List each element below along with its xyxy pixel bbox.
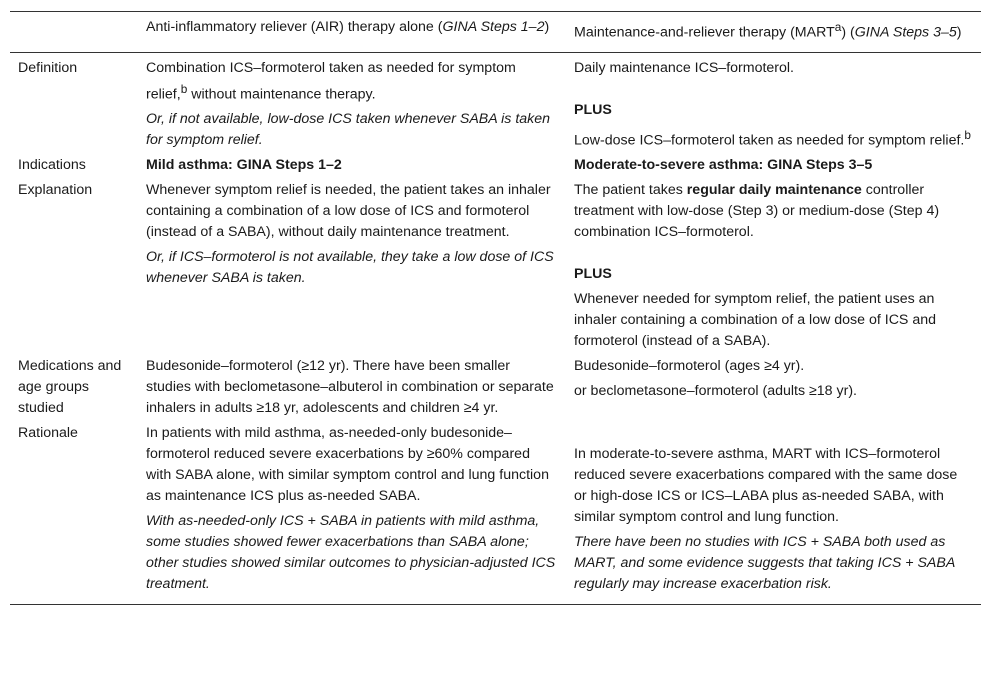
indications-air-text: Mild asthma: GINA Steps 1–2: [146, 157, 342, 174]
row-label-explanation: Explanation: [18, 182, 93, 199]
header-row: [10, 12, 981, 53]
definition-mart-reliever: [574, 125, 973, 152]
explanation-mart-lead: The patient takes: [574, 182, 687, 199]
explanation-air-cell: [138, 178, 566, 354]
rationale-mart-cell: [566, 421, 981, 605]
explanation-mart-plus: [574, 264, 973, 285]
explanation-mart-emphasis: regular daily maintenance: [686, 182, 862, 199]
explanation-plus-label: PLUS: [574, 266, 612, 283]
medications-mart-beclometasone: or beclometasone–formoterol (adults ≥18 yr).: [574, 383, 857, 400]
explanation-mart-rest: controller treatment with low-dose (Step 3) or medium-dose (Step 4) combination ICS–formoterol.: [574, 182, 940, 241]
medications-mart-cell: [566, 354, 981, 421]
rationale-air-text: In patients with mild asthma, as-needed-only budesonide–formoterol reduced severe exacerbations by ≥60% compared with SABA alone, with similar symptom control and lung function as maintenance ICS plus as-needed SABA.: [146, 425, 549, 505]
header-air-therapy: [138, 12, 566, 53]
explanation-air-alternative: Or, if ICS–formoterol is not available, they take a low dose of ICS whenever SABA is taken.: [146, 249, 554, 287]
definition-air-part: Combination ICS–formoterol taken as needed for symptom relief,: [146, 59, 516, 103]
medications-air-cell: Budesonide–formoterol (≥12 yr). There have been smaller studies with beclometasone–albuterol in combination or separate inhalers in adults ≥18 yr, adolescents and children ≥4 yr.: [146, 358, 554, 417]
medications-mart-budesonide: Budesonide–formoterol (ages ≥4 yr).: [574, 358, 805, 375]
definition-plus-label: PLUS: [574, 101, 612, 118]
indications-mart-text: Moderate-to-severe asthma: GINA Steps 3–5: [574, 157, 873, 174]
definition-air-footnote: b: [180, 81, 188, 96]
definition-air-end: without maintenance therapy.: [187, 86, 376, 103]
explanation-mart-reliever: Whenever needed for symptom relief, the patient uses an inhaler containing a combination of a low dose of ICS and formoterol (instead of a SABA).: [574, 291, 937, 350]
rationale-mart-text: In moderate-to-severe asthma, MART with ICS–formoterol reduced severe exacerbations compared with the same dose or high-dose ICS or ICS–LABA plus as-needed SABA, with similar symptom control and lung function.: [574, 446, 958, 526]
explanation-air-text: Whenever symptom relief is needed, the patient takes an inhaler containing a combination of a low dose of ICS and formoterol (instead of a SABA), without daily maintenance treatment.: [146, 182, 551, 241]
indications-mart-cell: [566, 153, 981, 178]
row-label-rationale: Rationale: [18, 425, 78, 442]
definition-air-cell: [138, 52, 566, 153]
definition-mart-reliever-text: Low-dose ICS–formoterol taken as needed for symptom relief.: [574, 132, 965, 149]
header-air-steps: GINA Steps 1–2: [442, 19, 545, 35]
row-label-definition: Definition: [18, 59, 78, 76]
rationale-air-cell: [138, 421, 566, 605]
header-air-text: Anti-inflammatory reliever (AIR) therapy alone (: [146, 19, 443, 35]
header-air-close: ): [544, 19, 550, 35]
definition-mart-cell: [566, 52, 981, 153]
rationale-mart-note: There have been no studies with ICS + SABA both used as MART, and some evidence suggests that taking ICS + SABA regularly may increase exacerbation risk.: [574, 534, 955, 593]
header-mart-mid: ) (: [841, 24, 855, 41]
header-mart-footnote: a: [834, 20, 842, 34]
explanation-mart-text: [574, 180, 973, 243]
therapy-comparison-table: [10, 11, 981, 605]
table-row-explanation: [10, 178, 981, 354]
header-blank-cell: [10, 12, 138, 53]
row-label-medications: Medications and age groups studied: [18, 358, 122, 417]
definition-mart-plus: [574, 100, 973, 121]
definition-mart-text: Daily maintenance ICS–formoterol.: [574, 59, 795, 76]
table-row-rationale: [10, 421, 981, 605]
explanation-mart-cell: [566, 178, 981, 354]
table-row-indications: [10, 153, 981, 178]
header-mart-therapy: [566, 12, 981, 53]
table-row-medications: [10, 354, 981, 421]
definition-mart-footnote: b: [964, 127, 971, 142]
header-mart-steps: GINA Steps 3–5: [854, 24, 957, 41]
definition-air-text: [146, 58, 558, 106]
rationale-air-note: With as-needed-only ICS + SABA in patients with mild asthma, some studies showed fewer exacerbations than SABA alone; other studies showed similar outcomes to physician-adjusted ICS treatment.: [146, 513, 556, 593]
header-mart-text: Maintenance-and-reliever therapy (MART: [574, 24, 835, 41]
table-row-definition: [10, 52, 981, 153]
definition-air-alternative: Or, if not available, low-dose ICS taken whenever SABA is taken for symptom relief.: [146, 111, 551, 149]
row-label-indications: Indications: [18, 157, 86, 174]
header-mart-close: ): [956, 24, 962, 41]
indications-air-cell: [138, 153, 566, 178]
